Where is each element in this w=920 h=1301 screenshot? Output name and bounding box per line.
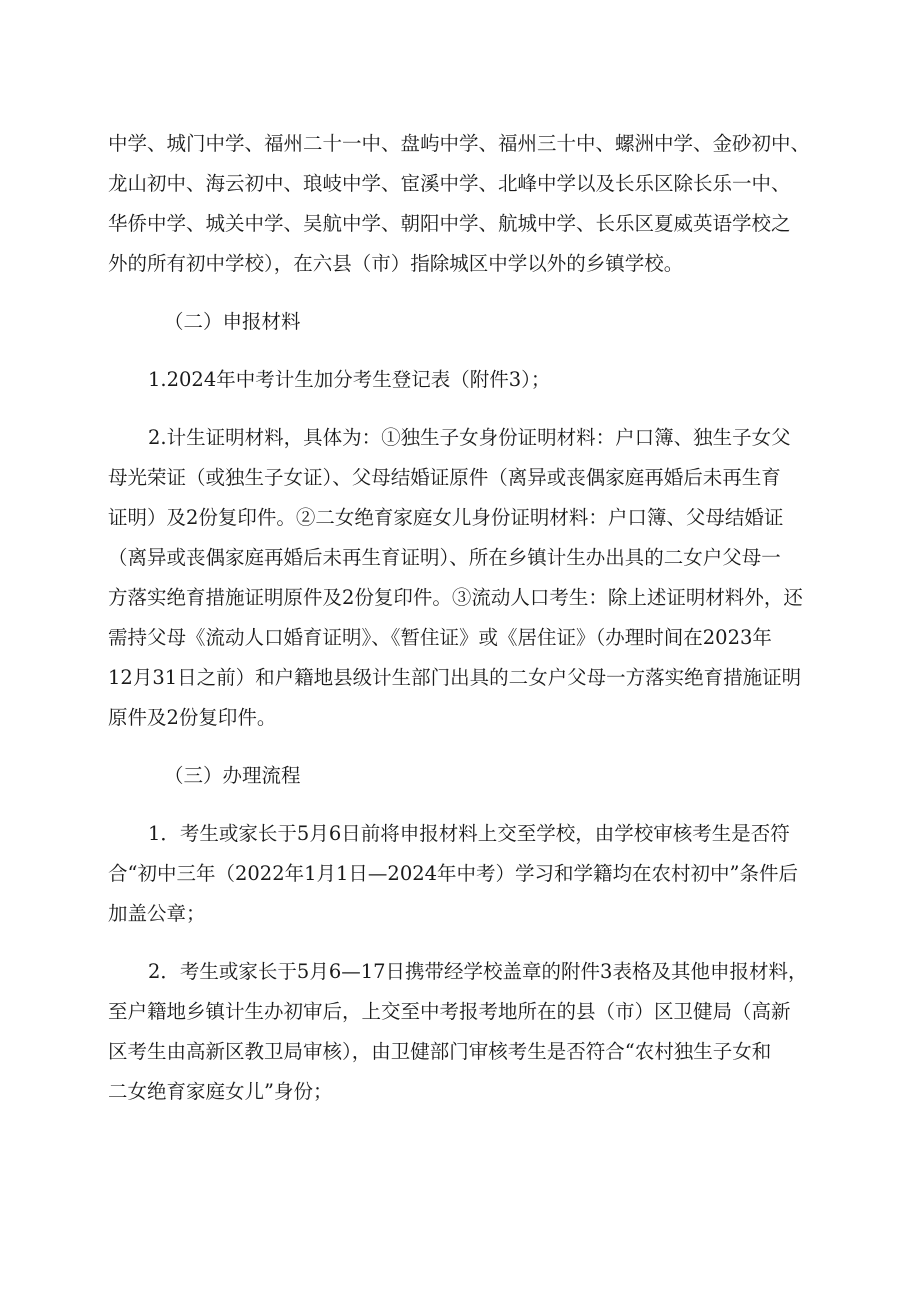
text-line: 12月31日之前）和户籍地县级计生部门出具的二女户父母一方落实绝育措施证明 (108, 666, 802, 689)
text-line: （离异或丧偶家庭再婚后未再生育证明）、所在乡镇计生办出具的二女户父母一 (108, 546, 781, 569)
section-heading-materials: （二）申报材料 (164, 310, 301, 333)
text-line: 原件及2份复印件。 (108, 706, 277, 729)
text-line: 中学、城门中学、福州二十一中、盘屿中学、福州三十中、螺洲中学、金砂初中、 (108, 132, 811, 155)
process-step-2 (108, 952, 828, 1112)
document-body (108, 124, 828, 1112)
text-line: 2.计生证明材料，具体为：①独生子女身份证明材料：户口簿、独生子女父 (148, 426, 791, 449)
process-step-1 (108, 814, 828, 934)
text-line: 龙山初中、海云初中、琅岐中学、宦溪中学、北峰中学以及长乐区除长乐一中、 (108, 172, 791, 195)
text-line: 二女绝育家庭女儿”身份； (108, 1080, 333, 1103)
text-line: 需持父母《流动人口婚育证明》、《暂住证》或《居住证》（办理时间在2023年 (108, 626, 772, 649)
section-heading-process: （三）办理流程 (164, 764, 301, 787)
text-line: 外的所有初中学校），在六县（市）指除城区中学以外的乡镇学校。 (108, 252, 684, 275)
materials-item-2 (108, 418, 828, 738)
text-line: 证明）及2份复印件。②二女绝育家庭女儿身份证明材料：户口簿、父母结婚证 (108, 506, 784, 529)
text-line: 合“初中三年（2022年1月1日—2024年中考）学习和学籍均在农村初中”条件后 (108, 862, 799, 885)
paragraph-school-list (108, 124, 828, 284)
text-line: 2．考生或家长于5月6—17日携带经学校盖章的附件3表格及其他申报材料， (148, 960, 808, 983)
text-line: 区考生由高新区教卫局审核），由卫健部门审核考生是否符合“农村独生子女和 (108, 1040, 772, 1063)
text-line: 加盖公章； (108, 902, 206, 925)
text-line: 1．考生或家长于5月6日前将申报材料上交至学校，由学校审核考生是否符 (148, 822, 790, 845)
text-line: 方落实绝育措施证明原件及2份复印件。③流动人口考生：除上述证明材料外，还 (108, 586, 803, 609)
materials-item-1: 1.2024年中考计生加分考生登记表（附件3）； (148, 368, 551, 391)
text-line: 至户籍地乡镇计生办初审后，上交至中考报考地所在的县（市）区卫健局（高新 (108, 1000, 791, 1023)
text-line: 母光荣证（或独生子女证）、父母结婚证原件（离异或丧偶家庭再婚后未再生育 (108, 466, 781, 489)
text-line: 华侨中学、城关中学、吴航中学、朝阳中学、航城中学、长乐区夏威英语学校之 (108, 212, 791, 235)
